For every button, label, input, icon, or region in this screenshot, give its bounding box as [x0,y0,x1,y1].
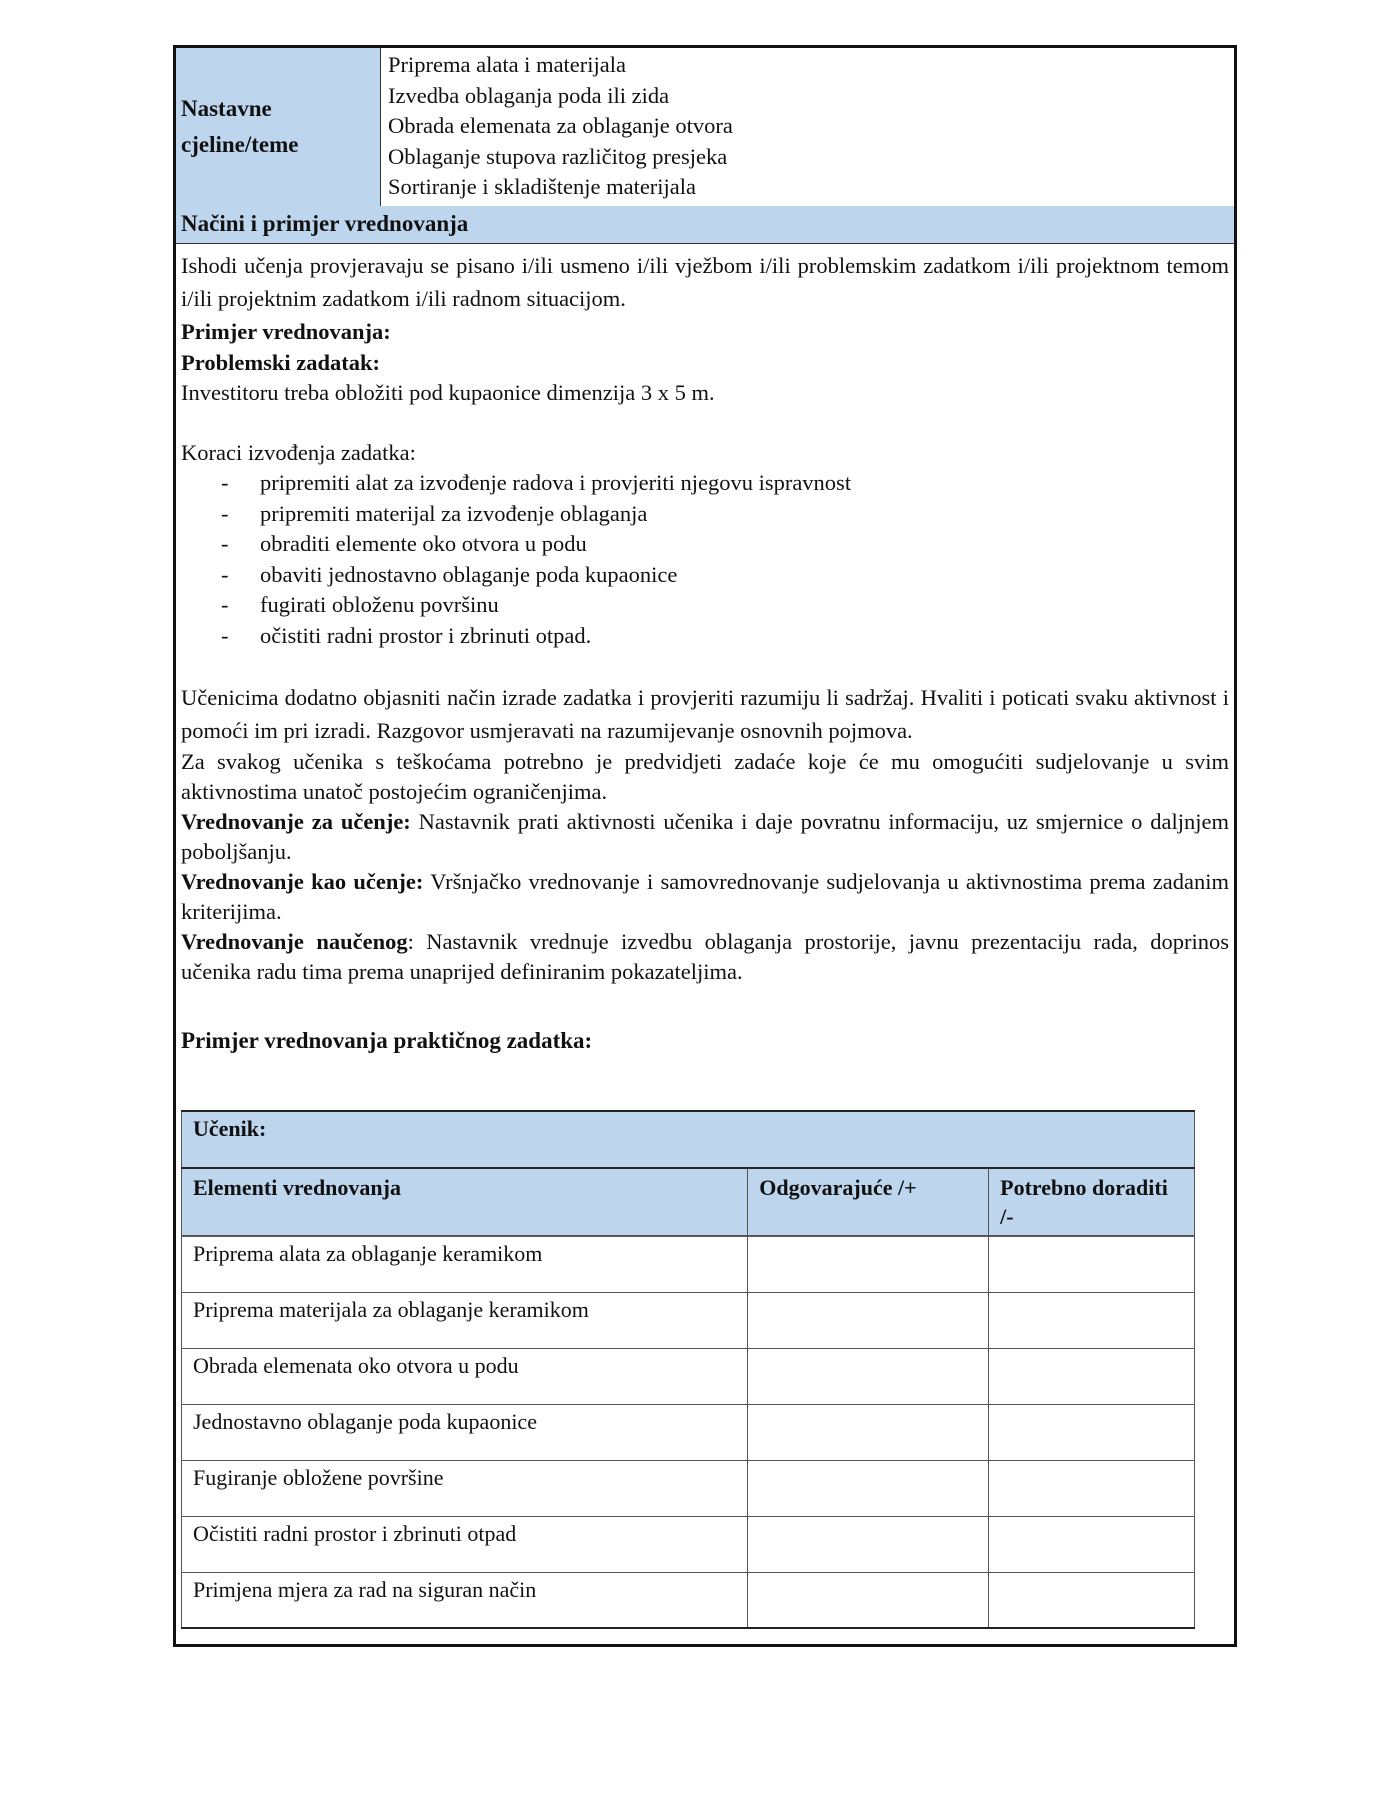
assessment-for-learning: Vrednovanje za učenje: Nastavnik prati aktivnosti učenika i daje povratnu informaciju, uz smjernice o daljnjem poboljšanju. [181,809,1229,864]
rubric-improve-cell[interactable] [989,1292,1195,1348]
example-label: Primjer vrednovanja: [181,319,391,344]
rubric-element: Očistiti radni prostor i zbrinuti otpad [182,1516,748,1572]
inclusion-paragraph: Za svakog učenika s teškoćama potrebno je predvidjeti zadaće koje će mu omogućiti sudjelovanje u svim aktivnostima unatoč postojećim ograničenjima. [181,749,1229,804]
step-item: - pripremiti materijal za izvođenje oblaganja [181,499,1229,530]
rubric-improve-cell[interactable] [989,1460,1195,1516]
rubric-row [182,1404,1195,1460]
step-item: - obaviti jednostavno oblaganje poda kupaonice [181,560,1229,591]
rubric-ok-cell[interactable] [748,1572,989,1628]
bullet-dash: - [221,622,229,648]
assessment-as-learning: Vrednovanje kao učenje: Vršnjačko vrednovanje i samovrednovanje sudjelovanja u aktivnostima prema zadanim kriterijima. [181,869,1229,924]
rubric-row [182,1572,1195,1628]
topics-list [382,48,1234,210]
header-improve: Potrebno doraditi /- [989,1168,1195,1236]
step-item: - obraditi elemente oko otvora u podu [181,529,1229,560]
student-row [182,1111,1195,1168]
rubric-improve-cell[interactable] [989,1236,1195,1292]
rubric-row [182,1460,1195,1516]
bullet-dash: - [221,470,229,495]
rubric-row [182,1516,1195,1572]
problem-label: Problemski zadatak: [181,350,380,375]
topics-label: Nastavne cjeline/teme [176,48,381,206]
steps-list [181,468,1229,651]
rubric-element: Priprema materijala za oblaganje keramikom [182,1292,748,1348]
rubric-ok-cell[interactable] [748,1404,989,1460]
rubric-table [181,1110,1195,1629]
topic-item: Priprema alata i materijala [388,52,627,77]
topic-item: Oblaganje stupova različitog presjeka [388,143,728,169]
bullet-dash: - [221,592,229,617]
topic-item: Obrada elemenata za oblaganje otvora [388,113,733,138]
curriculum-table [173,45,1237,1647]
student-label: Učenik: [182,1111,1195,1168]
rubric-ok-cell[interactable] [748,1460,989,1516]
topic-item: Izvedba oblaganja poda ili zida [388,82,670,108]
rubric-element: Jednostavno oblaganje poda kupaonice [182,1404,748,1460]
rubric-ok-cell[interactable] [748,1516,989,1572]
bullet-dash: - [221,531,229,556]
header-elements: Elementi vrednovanja [182,1168,748,1236]
intro-paragraph: Ishodi učenja provjeravaju se pisano i/ili usmeno i/ili vježbom i/ili problemskim zadatkom i/ili projektnom temom i/ili projektnim zadatkom i/ili radnom situacijom. [181,253,1229,311]
rubric-improve-cell[interactable] [989,1516,1195,1572]
rubric-header-row [182,1168,1195,1236]
rubric-ok-cell[interactable] [748,1292,989,1348]
rubric-row [182,1348,1195,1404]
rubric-element: Primjena mjera za rad na siguran način [182,1572,748,1628]
step-item: - pripremiti alat za izvođenje radova i provjeriti njegovu ispravnost [181,468,1229,499]
header-ok: Odgovarajuće /+ [748,1168,989,1236]
rubric-ok-cell[interactable] [748,1348,989,1404]
rubric-improve-cell[interactable] [989,1404,1195,1460]
rubric-ok-cell[interactable] [748,1236,989,1292]
rubric-improve-cell[interactable] [989,1348,1195,1404]
rubric-element: Priprema alata za oblaganje keramikom [182,1236,748,1292]
rubric-element: Fugiranje obložene površine [182,1460,748,1516]
step-item: - fugirati obloženu površinu [181,590,1229,621]
topic-item: Sortiranje i skladištenje materijala [388,174,697,199]
evaluation-heading: Načini i primjer vrednovanja [176,206,1234,244]
rubric-row [182,1236,1195,1292]
bullet-dash: - [221,561,229,587]
bullet-dash: - [221,500,229,526]
topics-row [176,48,1234,207]
problem-text: Investitoru treba obložiti pod kupaonice dimenzija 3 x 5 m. [181,380,715,405]
rubric-element: Obrada elemenata oko otvora u podu [182,1348,748,1404]
step-item: - očistiti radni prostor i zbrinuti otpad. [181,621,1229,652]
guidance-paragraph: Učenicima dodatno objasniti način izrade zadatka i provjeriti razumiju li sadržaj. Hvaliti i poticati svaku aktivnost i pomoći im pri izradi. Razgovor usmjeravati na razumijevanje osnovnih pojmova. [181,685,1229,743]
rubric-improve-cell[interactable] [989,1572,1195,1628]
evaluation-body [176,245,1234,987]
steps-label: Koraci izvođenja zadatka: [181,440,416,465]
practical-task-title: Primjer vrednovanja praktičnog zadatka: [181,1028,593,1053]
rubric-row [182,1292,1195,1348]
assessment-of-learning: Vrednovanje naučenog: Nastavnik vrednuje izvedbu oblaganja prostorije, javnu prezentaciju rada, doprinos učenika radu tima prema unaprijed definiranim pokazateljima. [181,929,1229,984]
